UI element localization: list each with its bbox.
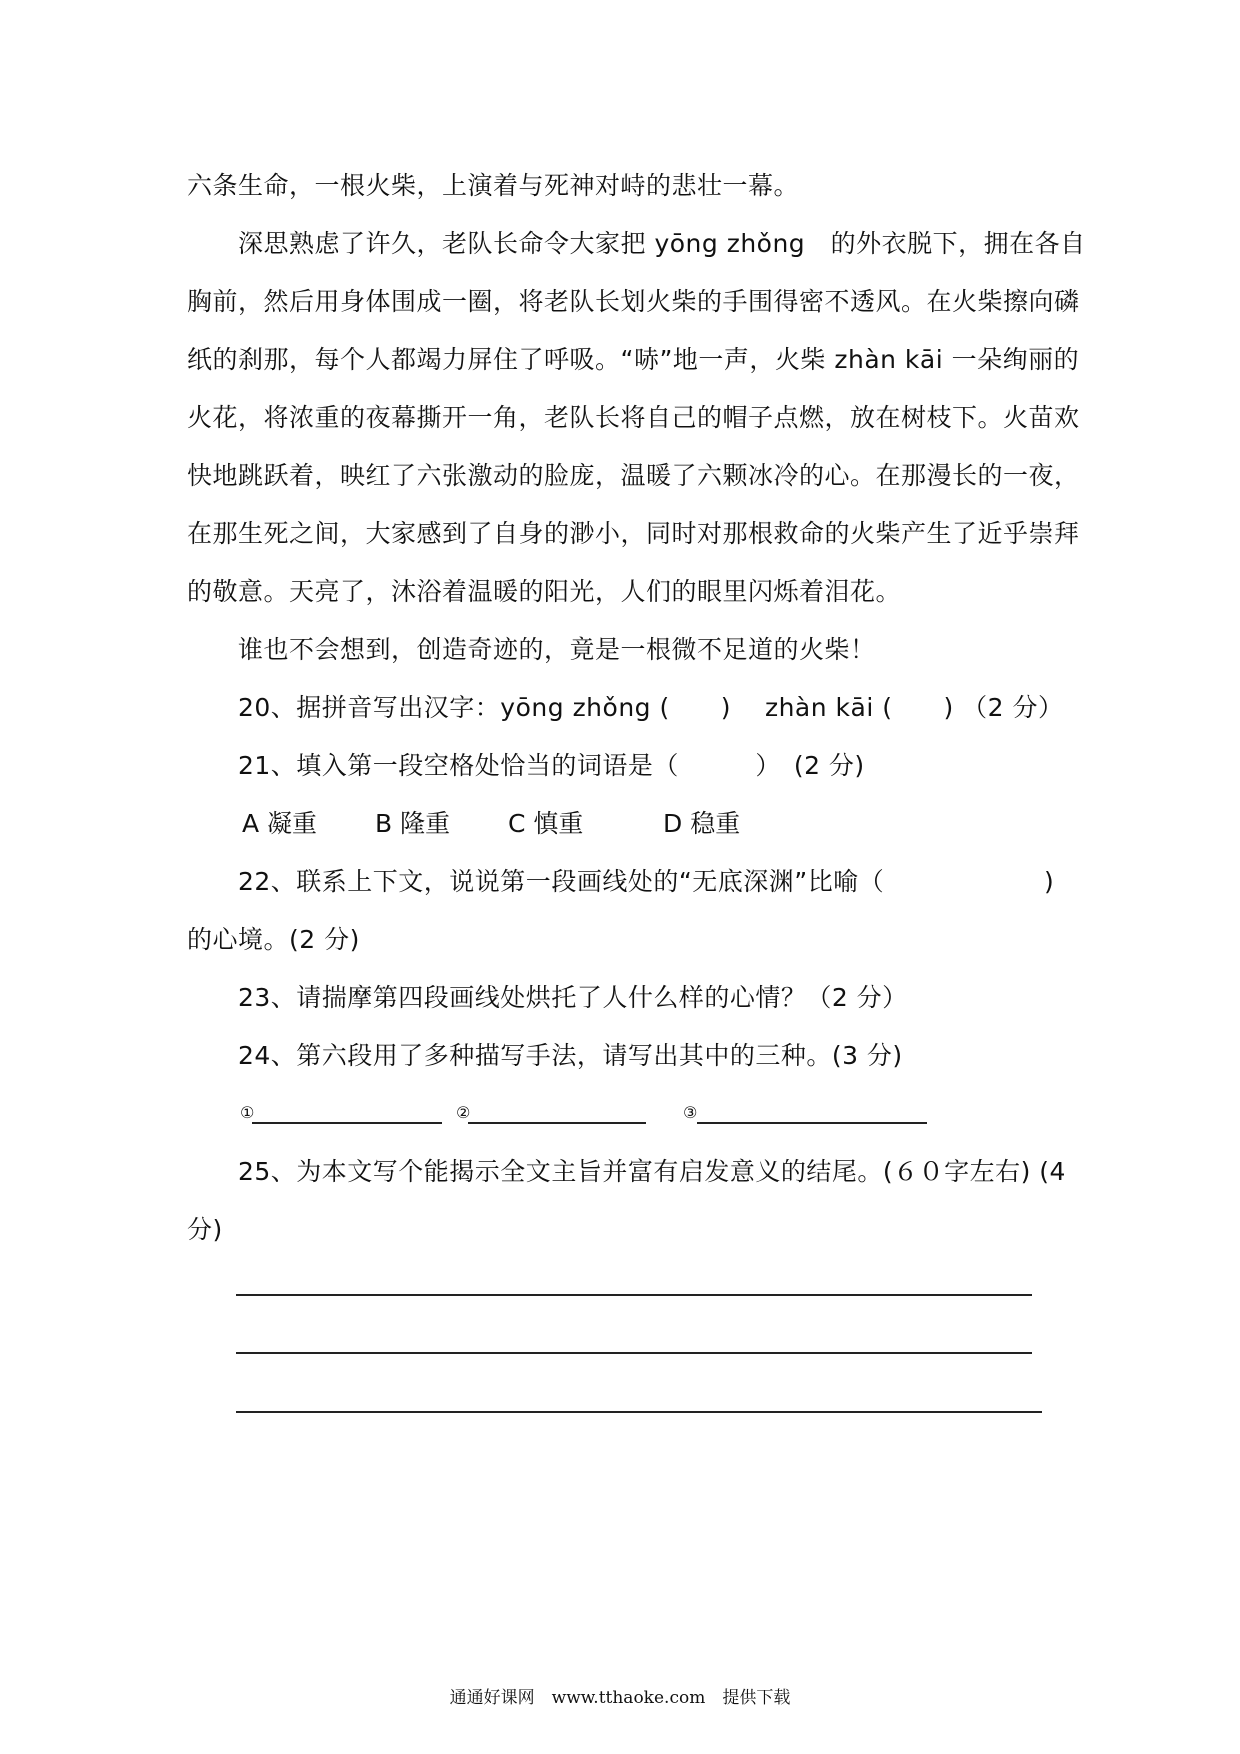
question-22-paren-close: ) xyxy=(1044,867,1054,896)
question-20: 20、据拼音写出汉字：yōng zhǒng ( ) zhàn kāi ( ) （2 分） xyxy=(238,693,1064,722)
question-21: 21、填入第一段空格处恰当的词语是（ ） (2 分) xyxy=(238,751,865,780)
q24-slot-2-label: ② xyxy=(456,1103,471,1122)
passage-line-9: 谁也不会想到，创造奇迹的，竟是一根微不足道的火柴！ xyxy=(238,635,876,664)
passage-line-4: 纸的刹那，每个人都竭力屏住了呼吸。“哧”地一声，火柴 zhàn kāi 一朵绚丽的 xyxy=(187,345,1080,374)
q24-slot-1-label: ① xyxy=(240,1103,255,1122)
question-25-line-1: 25、为本文写个能揭示全文主旨并富有启发意义的结尾。(６０字左右) (4 xyxy=(238,1157,1066,1186)
passage-line-8: 的敬意。天亮了，沐浴着温暖的阳光，人们的眼里闪烁着泪花。 xyxy=(187,577,902,606)
q25-answer-line-1[interactable] xyxy=(236,1294,1032,1296)
q21-option-d: D 稳重 xyxy=(663,809,741,838)
passage-line-5: 火花，将浓重的夜幕撕开一角，老队长将自己的帽子点燃，放在树枝下。火苗欢 xyxy=(187,403,1080,432)
q25-answer-line-3[interactable] xyxy=(236,1411,1042,1413)
q24-slot-1-line[interactable] xyxy=(252,1122,442,1124)
question-24: 24、第六段用了多种描写手法，请写出其中的三种。(3 分) xyxy=(238,1041,903,1070)
page-footer: 通通好课网 www.tthaoke.com 提供下载 xyxy=(449,1688,791,1708)
q25-answer-line-2[interactable] xyxy=(236,1352,1032,1354)
question-22-line-1: 22、联系上下文，说说第一段画线处的“无底深渊”比喻（ xyxy=(238,867,885,896)
passage-line-7: 在那生死之间，大家感到了自身的渺小，同时对那根救命的火柴产生了近乎崇拜 xyxy=(187,519,1080,548)
q21-option-b: B 隆重 xyxy=(375,809,451,838)
q21-option-c: C 慎重 xyxy=(508,809,584,838)
question-25-line-2: 分) xyxy=(187,1215,223,1244)
passage-line-3: 胸前，然后用身体围成一圈，将老队长划火柴的手围得密不透风。在火柴擦向磷 xyxy=(187,287,1080,316)
q24-slot-3-line[interactable] xyxy=(697,1122,927,1124)
q21-option-a: A 凝重 xyxy=(242,809,318,838)
question-22-line-2: 的心境。(2 分) xyxy=(187,925,360,954)
question-23: 23、请揣摩第四段画线处烘托了人什么样的心情？（2 分） xyxy=(238,983,908,1012)
passage-line-6: 快地跳跃着，映红了六张激动的脸庞，温暖了六颗冰冷的心。在那漫长的一夜， xyxy=(187,461,1080,490)
q24-slot-2-line[interactable] xyxy=(468,1122,646,1124)
q24-slot-3-label: ③ xyxy=(683,1103,698,1122)
passage-line-2: 深思熟虑了许久，老队长命令大家把 yōng zhǒng 的外衣脱下，拥在各自 xyxy=(238,229,1086,258)
passage-line-1: 六条生命，一根火柴，上演着与死神对峙的悲壮一幕。 xyxy=(187,171,800,200)
